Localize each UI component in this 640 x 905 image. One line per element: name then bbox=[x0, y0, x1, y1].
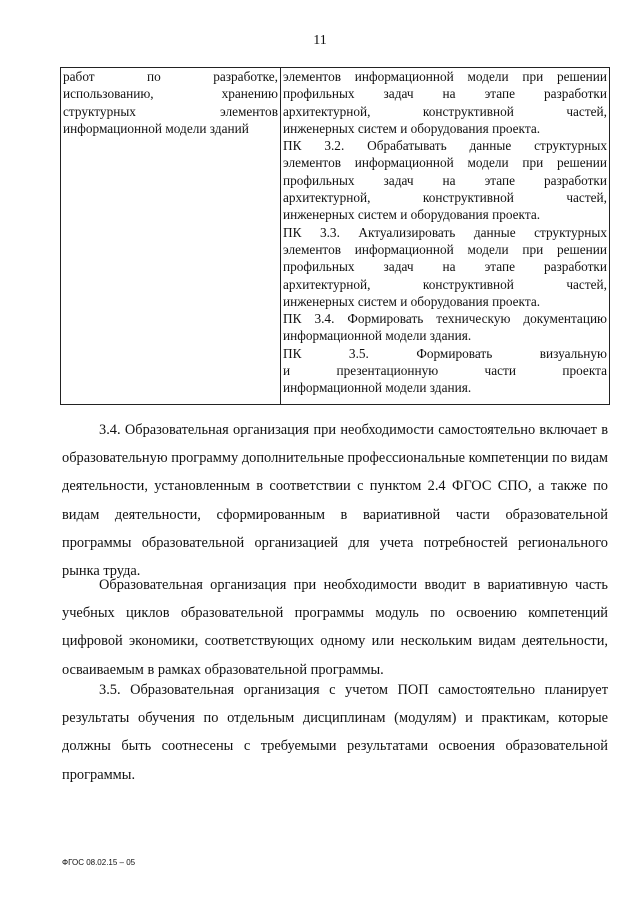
cell-line: ПК 3.4. Формировать техническую документацию bbox=[283, 311, 607, 327]
cell-line: архитектурной, конструктивной частей, bbox=[283, 190, 607, 206]
competency-3-3 bbox=[283, 224, 607, 310]
competency-3-5 bbox=[283, 345, 607, 397]
cell-line: ПК 3.2. Обрабатывать данные структурных bbox=[283, 138, 607, 154]
competency-table bbox=[60, 67, 610, 405]
competency-3-4 bbox=[283, 310, 607, 345]
cell-line: ПК 3.3. Актуализировать данные структурных bbox=[283, 224, 607, 240]
competency-3-1-continuation bbox=[283, 68, 607, 137]
page-number: 11 bbox=[313, 33, 327, 48]
paragraph-digital-economy: Образовательная организация при необходимости вводит в вариативную часть учебных циклов образовательной программы модуль по освоению компетенций цифровой экономики, соответствующих одному или нескольким видам деятельности, осваиваемым в рамках образовательной программы. bbox=[62, 577, 608, 678]
cell-line: информационной модели здания. bbox=[283, 380, 472, 396]
competencies-cell bbox=[281, 68, 610, 405]
cell-line: работ по разработке, bbox=[63, 69, 278, 84]
cell-line: информационной модели здания. bbox=[283, 328, 472, 344]
paragraph-3-4: 3.4. Образовательная организация при необходимости самостоятельно включает в образовательную программу дополнительные профессиональные компетенции по видам деятельности, установленным в соответствии с пунктом 2.4 ФГОС СПО, а также по видам деятельности, сформированным в вариативной части образовательной программы образовательной организацией для учета потребностей регионального рынка труда. bbox=[62, 422, 608, 580]
cell-line: инженерных систем и оборудования проекта. bbox=[283, 207, 541, 223]
activity-cell bbox=[61, 68, 281, 405]
paragraph-3-5: 3.5. Образовательная организация с учетом ПОП самостоятельно планирует результаты обучения по отдельным дисциплинам (модулям) и практикам, которые должны быть соотнесены с требуемыми результатами освоения образовательной программы. bbox=[62, 682, 608, 783]
cell-line: архитектурной, конструктивной частей, bbox=[283, 276, 607, 292]
cell-line: и презентационную части проекта bbox=[283, 363, 607, 379]
cell-line: элементов информационной модели при решении bbox=[283, 155, 607, 171]
cell-line: элементов информационной модели при решении bbox=[283, 69, 607, 84]
cell-line: архитектурной, конструктивной частей, bbox=[283, 103, 607, 119]
document-code-footer: ФГОС 08.02.15 – 05 bbox=[62, 858, 136, 867]
cell-line: инженерных систем и оборудования проекта. bbox=[283, 293, 541, 309]
cell-line: профильных задач на этапе разработки bbox=[283, 172, 607, 188]
table-row bbox=[61, 68, 610, 405]
cell-line: использованию, хранению bbox=[63, 86, 278, 102]
cell-line: профильных задач на этапе разработки bbox=[283, 259, 607, 275]
cell-line: информационной модели зданий bbox=[63, 120, 249, 136]
cell-line: элементов информационной модели при решении bbox=[283, 241, 607, 257]
cell-line: структурных элементов bbox=[63, 103, 278, 119]
competency-3-2 bbox=[283, 137, 607, 223]
cell-line: инженерных систем и оборудования проекта. bbox=[283, 120, 541, 136]
cell-line: профильных задач на этапе разработки bbox=[283, 86, 607, 102]
cell-line: ПК 3.5. Формировать визуальную bbox=[283, 345, 607, 361]
